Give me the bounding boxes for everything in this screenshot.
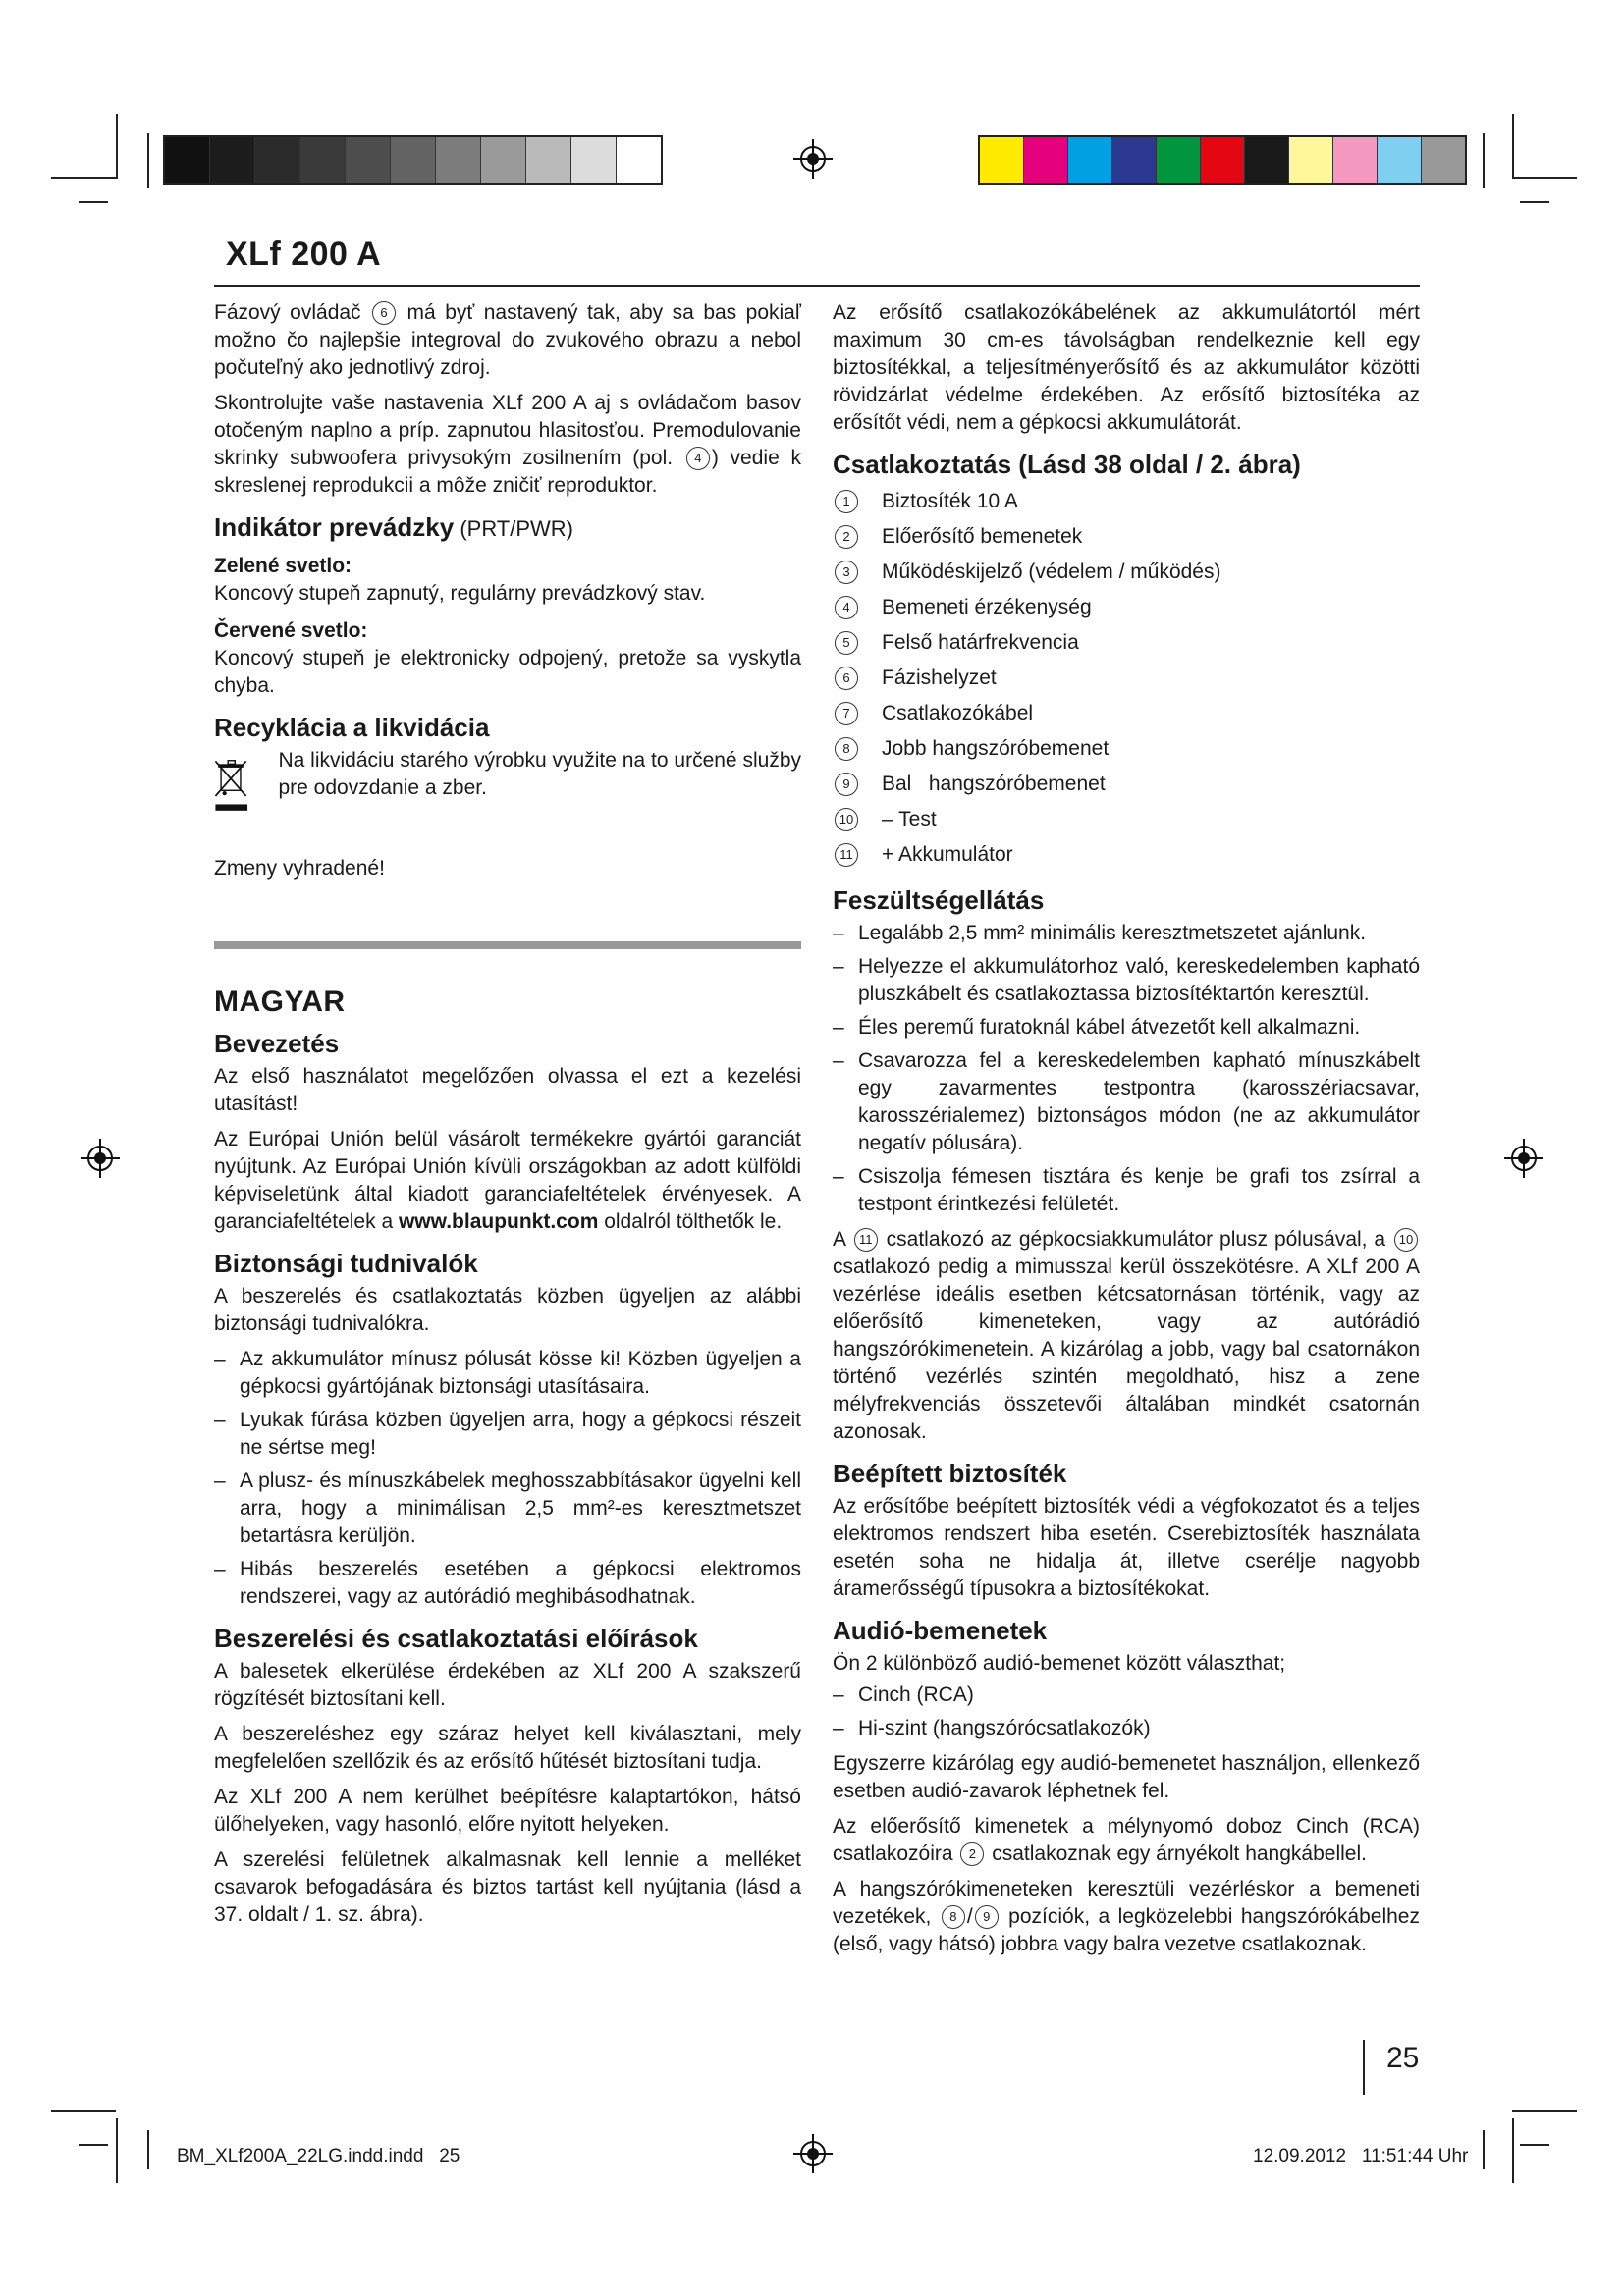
power-paragraph: A 11 csatlakozó az gépkocsiakkumulátor plusz pólusával, a 10 csatlakozó pedig a mimusszal kerül összekötésre. A XLf 200 A vezérlése ideális esetben kétcsatornásan történik, vagy az előerősítő kimeneteken, vagy az autórádió hangszórókimenetein. A kizárólag a jobb, vagy bal csatornákon történő vezérlés szintén megoldható, hisz a zene mélyfrekvenciás összetevői általában mindkét csatornán azonosak. xyxy=(833,1228,1420,1443)
green-light-text: Koncový stupeň zapnutý, regulárny prevádzkový stav. xyxy=(214,582,706,605)
connect-list xyxy=(833,484,1420,873)
color-swatch xyxy=(1332,137,1377,183)
color-swatch xyxy=(980,137,1023,183)
registration-mark-left-icon xyxy=(81,1139,120,1178)
install-paragraph-4: A szerelési felületnek alkalmasnak kell lennie a melléket csavarok befogadására és biztos tartást kell nyújtania (lásd a 37. oldalt / 1. sz. ábra). xyxy=(214,1848,801,1926)
power-heading: Feszültségellátás xyxy=(833,885,1045,915)
color-swatch xyxy=(1421,137,1465,183)
list-item: 3 Működéskijelző (védelem / működés) xyxy=(833,555,1420,590)
color-swatch xyxy=(1111,137,1156,183)
red-light-label: Červené svetlo: xyxy=(214,619,368,642)
list-item: 1 Biztosíték 10 A xyxy=(833,484,1420,519)
audio-heading: Audió-bemenetek xyxy=(833,1616,1048,1645)
list-item: – Hi-szint (hangszórócsatlakozók) xyxy=(833,1715,1420,1742)
safety-heading: Biztonsági tudnivalók xyxy=(214,1249,478,1278)
color-swatch xyxy=(345,137,390,183)
greyscale-bar xyxy=(163,135,663,185)
recycling-heading: Recyklácia a likvidácia xyxy=(214,713,490,742)
list-item: – Cinch (RCA) xyxy=(833,1682,1420,1709)
intro-paragraph-2: Az Európai Unión belül vásárolt termékekre gyártói garanciát nyújtunk. Az Európai Unión kívüli országokban az adott külföldi képviseletünk által kiadott garanciafeltételek érvényesek. A garanciafeltételek a www.blaupunkt.com oldalról tölthetők le. xyxy=(214,1128,801,1233)
indicator-heading: Indikátor prevádzky (PRT/PWR) xyxy=(214,512,574,542)
footer-filename: BM_XLf200A_22LG.indd.indd 25 xyxy=(177,2146,460,2166)
audio-intro: Ön 2 különböző audió-bemenet között választhat; xyxy=(833,1652,1286,1675)
color-swatch xyxy=(1200,137,1244,183)
footer-datetime: 12.09.2012 11:51:44 Uhr xyxy=(1253,2146,1469,2166)
registration-mark-right-icon xyxy=(1504,1139,1543,1178)
registration-mark-top-icon xyxy=(793,139,833,179)
color-swatch xyxy=(209,137,254,183)
intro-paragraph-1: Az első használatot megelőzően olvassa el ezt a kezelési utasítást! xyxy=(214,1065,801,1115)
color-swatch xyxy=(480,137,525,183)
audio-paragraph-3: A hangszórókimeneteken keresztüli vezérléskor a bemeneti vezetékek, 8 / 9 pozíciók, a legközelebbi hangszórókábelhez (első, vagy hátsó) jobbra vagy balra vezetve csatlakoznak. xyxy=(833,1878,1420,1955)
intro-heading: Bevezetés xyxy=(214,1029,340,1058)
fuse-intro-paragraph: Az erősítő csatlakozókábelének az akkumulátortól mért maximum 30 cm-es távolságban rendelkeznie kell egy biztosítékkal, a teljesítményerősítő és az akkumulátor közötti rövidzárlat védelme érdekében. Az erősítő biztosítéka az erősítőt védi, nem a gépkocsi akkumulátorát. xyxy=(833,301,1420,434)
audio-paragraph-1: Egyszerre kizárólag egy audió-bemenetet használjon, ellenkező esetben audió-zavarok léphetnek fel. xyxy=(833,1752,1420,1802)
recycling-block xyxy=(214,747,801,826)
section-divider xyxy=(214,941,801,949)
list-item: 7 Csatlakozókábel xyxy=(833,696,1420,731)
color-swatch xyxy=(616,137,661,183)
color-swatch xyxy=(525,137,570,183)
color-swatch xyxy=(435,137,480,183)
list-item: – Helyezze el akkumulátorhoz való, kereskedelemben kapható pluszkábelt és csatlakoztassa biztosítéktartón keresztül. xyxy=(833,953,1420,1008)
list-item: – Éles peremű furatoknál kábel átvezetőt kell alkalmazni. xyxy=(833,1014,1420,1041)
color-swatch xyxy=(254,137,299,183)
fuse-paragraph: Az erősítőbe beépített biztosíték védi a végfokozatot és a teljes elektromos rendszert hiba esetén. Cserebiztosíték használata esetén soha ne hidalja át, illetve cserélje nagyobb áramerősségű típusokra a biztosítékokat. xyxy=(833,1495,1420,1600)
list-item: 5 Felső határfrekvencia xyxy=(833,625,1420,661)
color-swatch xyxy=(165,137,209,183)
power-list xyxy=(833,920,1420,1218)
settings-paragraph: Skontrolujte vaše nastavenia XLf 200 A aj s ovládačom basov otočeným naplno a príp. zapnutou hlasitosťou. Premodulovanie skrinky subwoofera privysokým zosilnením (pol. 4 ) vedie k skreslenej reprodukcii a môže zničiť reproduktor. xyxy=(214,392,801,497)
list-item: – A plusz- és mínuszkábelek meghosszabbításakor ügyelni kell arra, hogy a minimálisan 2,5 mm²-es keresztmetszet betartásra kerüljön. xyxy=(214,1468,801,1550)
blaupunkt-link[interactable]: www.blaupunkt.com xyxy=(398,1210,599,1233)
install-heading: Beszerelési és csatlakoztatási előírások xyxy=(214,1624,698,1653)
install-paragraph-2: A beszereléshez egy száraz helyet kell kiválasztani, mely megfelelően szellőzik és az erősítő hűtését biztosítani tudja. xyxy=(214,1723,801,1773)
registration-mark-bottom-icon xyxy=(793,2134,833,2173)
list-item: – Lyukak fúrása közben ügyeljen arra, hogy a gépkocsi részeit ne sértse meg! xyxy=(214,1407,801,1462)
safety-intro: A beszerelés és csatlakoztatás közben ügyeljen az alábbi biztonsági tudnivalókra. xyxy=(214,1285,801,1335)
audio-paragraph-2: Az előerősítő kimenetek a mélynyomó doboz Cinch (RCA) csatlakozóira 2 csatlakoznak egy árnyékolt hangkábellel. xyxy=(833,1815,1420,1865)
reserved-note: Zmeny vyhradené! xyxy=(214,857,385,880)
title-rule xyxy=(214,285,1420,287)
color-swatch xyxy=(1288,137,1332,183)
color-bar xyxy=(978,135,1467,185)
audio-list xyxy=(833,1682,1420,1742)
list-item: – Legalább 2,5 mm² minimális keresztmetszetet ajánlunk. xyxy=(833,920,1420,947)
list-item: 10 – Test xyxy=(833,802,1420,837)
crossed-bin-icon xyxy=(214,747,248,826)
green-light-label: Zelené svetlo: xyxy=(214,555,352,577)
page-number: 25 xyxy=(1386,2042,1420,2074)
color-swatch xyxy=(390,137,435,183)
color-swatch xyxy=(1244,137,1288,183)
fuse-heading: Beépített biztosíték xyxy=(833,1459,1067,1488)
red-light-text: Koncový stupeň je elektronicky odpojený, pretože sa vyskytla chyba. xyxy=(214,647,801,697)
connect-heading: Csatlakoztatás (Lásd 38 oldal / 2. ábra) xyxy=(833,450,1301,479)
right-column xyxy=(833,299,1420,1966)
list-item: – Az akkumulátor mínusz pólusát kösse ki! Közben ügyeljen a gépkocsi gyártójának biztonsági utasításaira. xyxy=(214,1346,801,1401)
color-swatch xyxy=(1377,137,1421,183)
install-paragraph-1: A balesetek elkerülése érdekében az XLf 200 A szakszerű rögzítését biztosítani kell. xyxy=(214,1660,801,1710)
phase-paragraph: Fázový ovládač 6 má byť nastavený tak, aby sa bas pokiaľ možno čo najlepšie integroval do zvukového obrazu a nebol počuteľný ako jednotlivý zdroj. xyxy=(214,301,801,379)
color-swatch xyxy=(1156,137,1200,183)
document-title: XLf 200 A xyxy=(226,236,382,273)
list-item: 9 Bal hangszóróbemenet xyxy=(833,767,1420,802)
list-item: 6 Fázishelyzet xyxy=(833,661,1420,696)
list-item: 4 Bemeneti érzékenység xyxy=(833,590,1420,625)
color-swatch xyxy=(570,137,616,183)
recycling-text: Na likvidáciu starého výrobku využite na to určené služby pre odovzdanie a zber. xyxy=(278,749,801,799)
list-item: – Csiszolja fémesen tisztára és kenje be grafi tos zsírral a testpont érintkezési felületét. xyxy=(833,1163,1420,1218)
safety-list xyxy=(214,1346,801,1611)
list-item: 11 + Akkumulátor xyxy=(833,837,1420,873)
list-item: – Hibás beszerelés esetében a gépkocsi elektromos rendszerei, vagy az autórádió meghibásodhatnak. xyxy=(214,1556,801,1611)
list-item: – Csavarozza fel a kereskedelemben kapható mínuszkábelt egy zavarmentes testpontra (karosszériacsavar, karosszérialemez) biztonságos módon (ne az akkumulátor negatív pólusára). xyxy=(833,1047,1420,1157)
list-item: 8 Jobb hangszóróbemenet xyxy=(833,731,1420,767)
color-swatch xyxy=(299,137,345,183)
left-column xyxy=(214,299,801,1937)
color-swatch xyxy=(1067,137,1111,183)
list-item: 2 Előerősítő bemenetek xyxy=(833,519,1420,555)
color-swatch xyxy=(1023,137,1067,183)
install-paragraph-3: Az XLf 200 A nem kerülhet beépítésre kalaptartókon, hátsó ülőhelyeken, vagy hasonló, előre nyitott helyeken. xyxy=(214,1786,801,1836)
language-heading: MAGYAR xyxy=(214,986,346,1018)
